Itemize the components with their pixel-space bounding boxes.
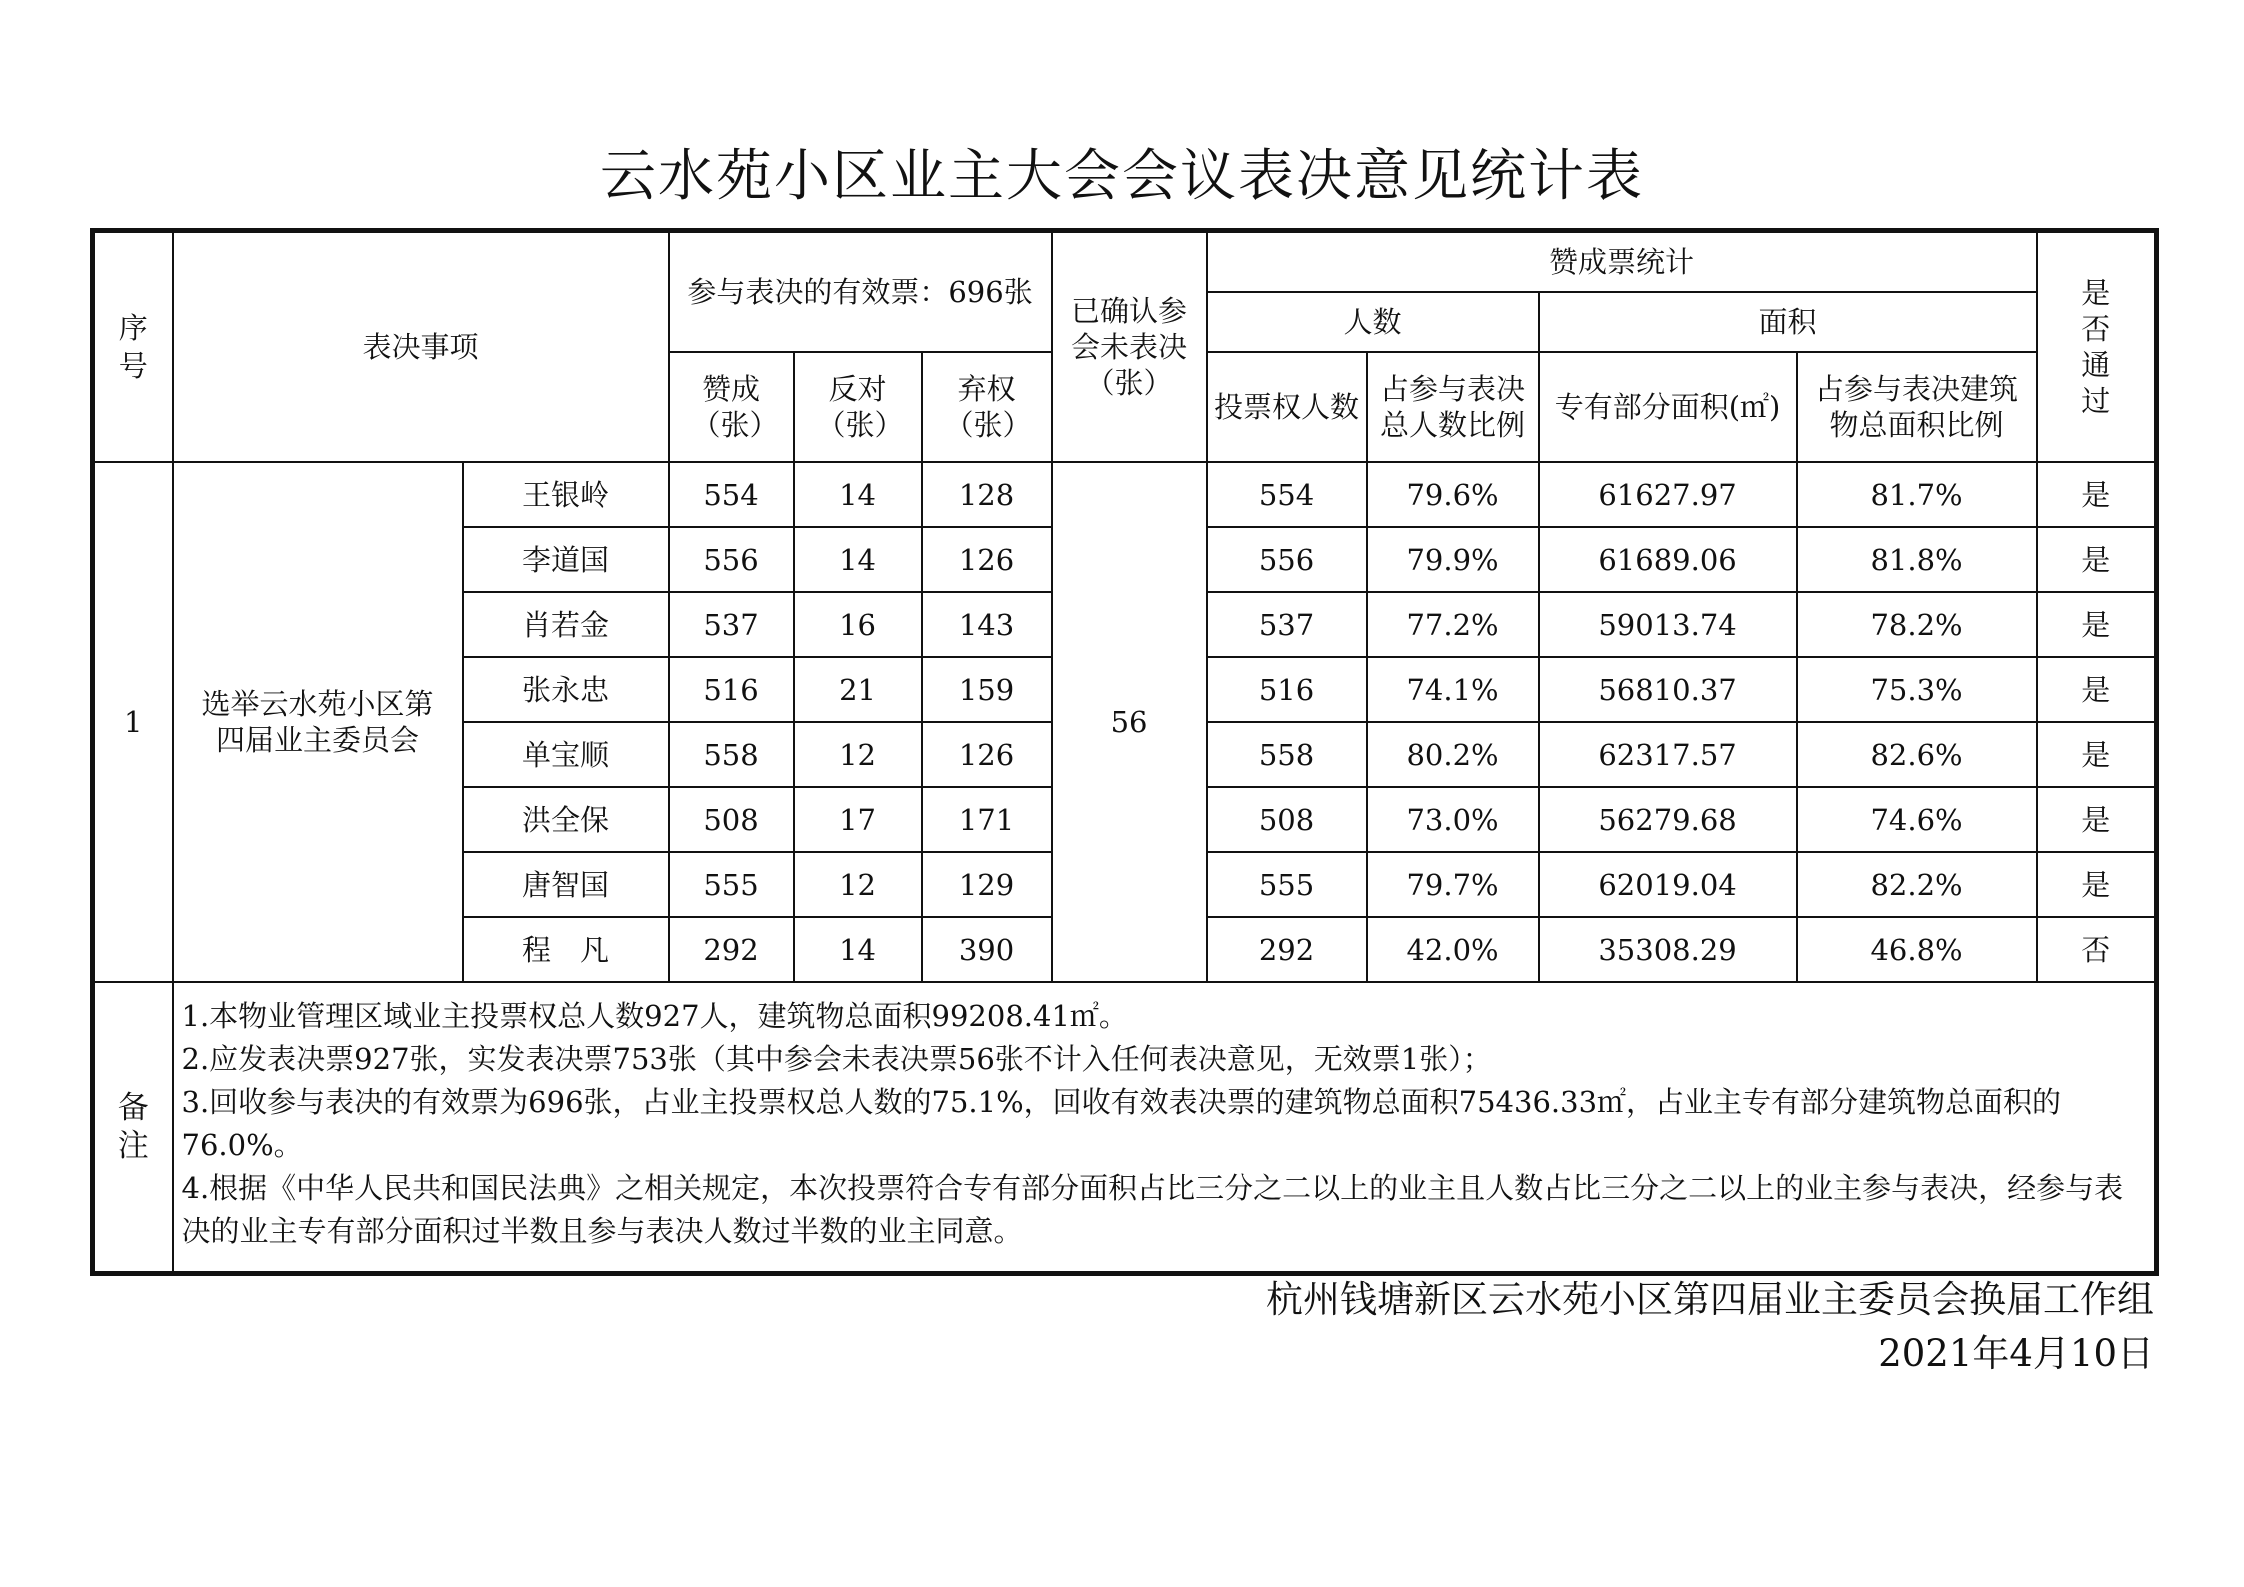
note-line: 1.本物业管理区域业主投票权总人数927人，建筑物总面积99208.41㎡。: [181, 999, 1128, 1033]
area-ratio: 78.2%: [1797, 592, 2037, 657]
exclusive-area: 35308.29: [1539, 917, 1797, 982]
exclusive-area: 56279.68: [1539, 787, 1797, 852]
header-confirmed-not-voted: 已确认参会未表决（张）: [1052, 231, 1207, 463]
passed-status: 是: [2037, 722, 2157, 787]
people-ratio: 42.0%: [1367, 917, 1539, 982]
approve-count: 556: [669, 527, 794, 592]
approve-count: 555: [669, 852, 794, 917]
exclusive-area: 62019.04: [1539, 852, 1797, 917]
voters-count: 555: [1207, 852, 1367, 917]
approve-count: 292: [669, 917, 794, 982]
header-voting-people: 投票权人数: [1207, 352, 1367, 462]
header-passed: 是否通过: [2037, 231, 2157, 463]
header-area-ratio: 占参与表决建筑物总面积比例: [1797, 352, 2037, 462]
abstain-count: 126: [922, 527, 1052, 592]
area-ratio: 81.7%: [1797, 462, 2037, 527]
abstain-count: 159: [922, 657, 1052, 722]
voters-count: 556: [1207, 527, 1367, 592]
oppose-count: 21: [794, 657, 922, 722]
header-approve-stats: 赞成票统计: [1207, 231, 2037, 293]
footer-date: 2021年4月10日: [1878, 1332, 2154, 1375]
area-ratio: 46.8%: [1797, 917, 2037, 982]
header-people: 人数: [1207, 292, 1539, 352]
exclusive-area: 59013.74: [1539, 592, 1797, 657]
oppose-count: 17: [794, 787, 922, 852]
approve-count: 508: [669, 787, 794, 852]
header-oppose: 反对（张）: [794, 352, 922, 462]
footer-organization: 杭州钱塘新区云水苑小区第四届业主委员会换届工作组: [1266, 1278, 2154, 1321]
note-line: 3.回收参与表决的有效票为696张，占业主投票权总人数的75.1%，回收有效表决票的建筑物总面积75436.33㎡，占业主专有部分建筑物总面积的76.0%。: [181, 1085, 2062, 1162]
area-ratio: 81.8%: [1797, 527, 2037, 592]
oppose-count: 14: [794, 527, 922, 592]
table-row: [93, 462, 2157, 527]
passed-status: 是: [2037, 527, 2157, 592]
candidate-name: 洪全保: [463, 787, 669, 852]
note-line: 4.根据《中华人民共和国民法典》之相关规定，本次投票符合专有部分面积占比三分之二以上的业主且人数占比三分之二以上的业主参与表决，经参与表决的业主专有部分面积过半数且参与表决人数过半数的业主同意。: [181, 1171, 2124, 1248]
exclusive-area: 61689.06: [1539, 527, 1797, 592]
area-ratio: 75.3%: [1797, 657, 2037, 722]
exclusive-area: 62317.57: [1539, 722, 1797, 787]
item-matter: 选举云水苑小区第四届业主委员会: [173, 462, 463, 982]
abstain-count: 390: [922, 917, 1052, 982]
voters-count: 508: [1207, 787, 1367, 852]
passed-status: 否: [2037, 917, 2157, 982]
voters-count: 554: [1207, 462, 1367, 527]
voters-count: 516: [1207, 657, 1367, 722]
passed-status: 是: [2037, 462, 2157, 527]
approve-count: 516: [669, 657, 794, 722]
approve-count: 558: [669, 722, 794, 787]
item-seq: 1: [93, 462, 173, 982]
header-matter: 表决事项: [173, 231, 669, 463]
oppose-count: 12: [794, 722, 922, 787]
header-abstain: 弃权（张）: [922, 352, 1052, 462]
abstain-count: 171: [922, 787, 1052, 852]
exclusive-area: 56810.37: [1539, 657, 1797, 722]
abstain-count: 143: [922, 592, 1052, 657]
header-exclusive-area: 专有部分面积(㎡): [1539, 352, 1797, 462]
header-valid-votes: 参与表决的有效票：696张: [669, 231, 1052, 353]
candidate-name: 王银岭: [463, 462, 669, 527]
oppose-count: 16: [794, 592, 922, 657]
passed-status: 是: [2037, 657, 2157, 722]
confirmed-not-voted-count: 56: [1052, 462, 1207, 982]
candidate-name: 唐智国: [463, 852, 669, 917]
header-area: 面积: [1539, 292, 2037, 352]
voters-count: 558: [1207, 722, 1367, 787]
candidate-name: 李道国: [463, 527, 669, 592]
passed-status: 是: [2037, 787, 2157, 852]
page-title: 云水苑小区业主大会会议表决意见统计表: [600, 144, 1644, 209]
oppose-count: 14: [794, 462, 922, 527]
area-ratio: 82.6%: [1797, 722, 2037, 787]
notes-content: [173, 982, 2157, 1274]
vote-statistics-table: [90, 228, 2159, 1276]
oppose-count: 12: [794, 852, 922, 917]
people-ratio: 73.0%: [1367, 787, 1539, 852]
candidate-name: 单宝顺: [463, 722, 669, 787]
candidate-name: 程 凡: [463, 917, 669, 982]
candidate-name: 张永忠: [463, 657, 669, 722]
notes-label: 备注: [93, 982, 173, 1274]
people-ratio: 80.2%: [1367, 722, 1539, 787]
candidate-name: 肖若金: [463, 592, 669, 657]
oppose-count: 14: [794, 917, 922, 982]
area-ratio: 82.2%: [1797, 852, 2037, 917]
exclusive-area: 61627.97: [1539, 462, 1797, 527]
people-ratio: 79.7%: [1367, 852, 1539, 917]
header-approve: 赞成（张）: [669, 352, 794, 462]
note-line: 2.应发表决票927张，实发表决票753张（其中参会未表决票56张不计入任何表决意见，无效票1张）；: [181, 1042, 1492, 1076]
passed-status: 是: [2037, 592, 2157, 657]
header-seq: 序号: [93, 231, 173, 463]
people-ratio: 77.2%: [1367, 592, 1539, 657]
passed-status: 是: [2037, 852, 2157, 917]
header-people-ratio: 占参与表决总人数比例: [1367, 352, 1539, 462]
approve-count: 537: [669, 592, 794, 657]
voters-count: 292: [1207, 917, 1367, 982]
voters-count: 537: [1207, 592, 1367, 657]
people-ratio: 79.9%: [1367, 527, 1539, 592]
people-ratio: 79.6%: [1367, 462, 1539, 527]
approve-count: 554: [669, 462, 794, 527]
abstain-count: 126: [922, 722, 1052, 787]
area-ratio: 74.6%: [1797, 787, 2037, 852]
abstain-count: 129: [922, 852, 1052, 917]
people-ratio: 74.1%: [1367, 657, 1539, 722]
abstain-count: 128: [922, 462, 1052, 527]
